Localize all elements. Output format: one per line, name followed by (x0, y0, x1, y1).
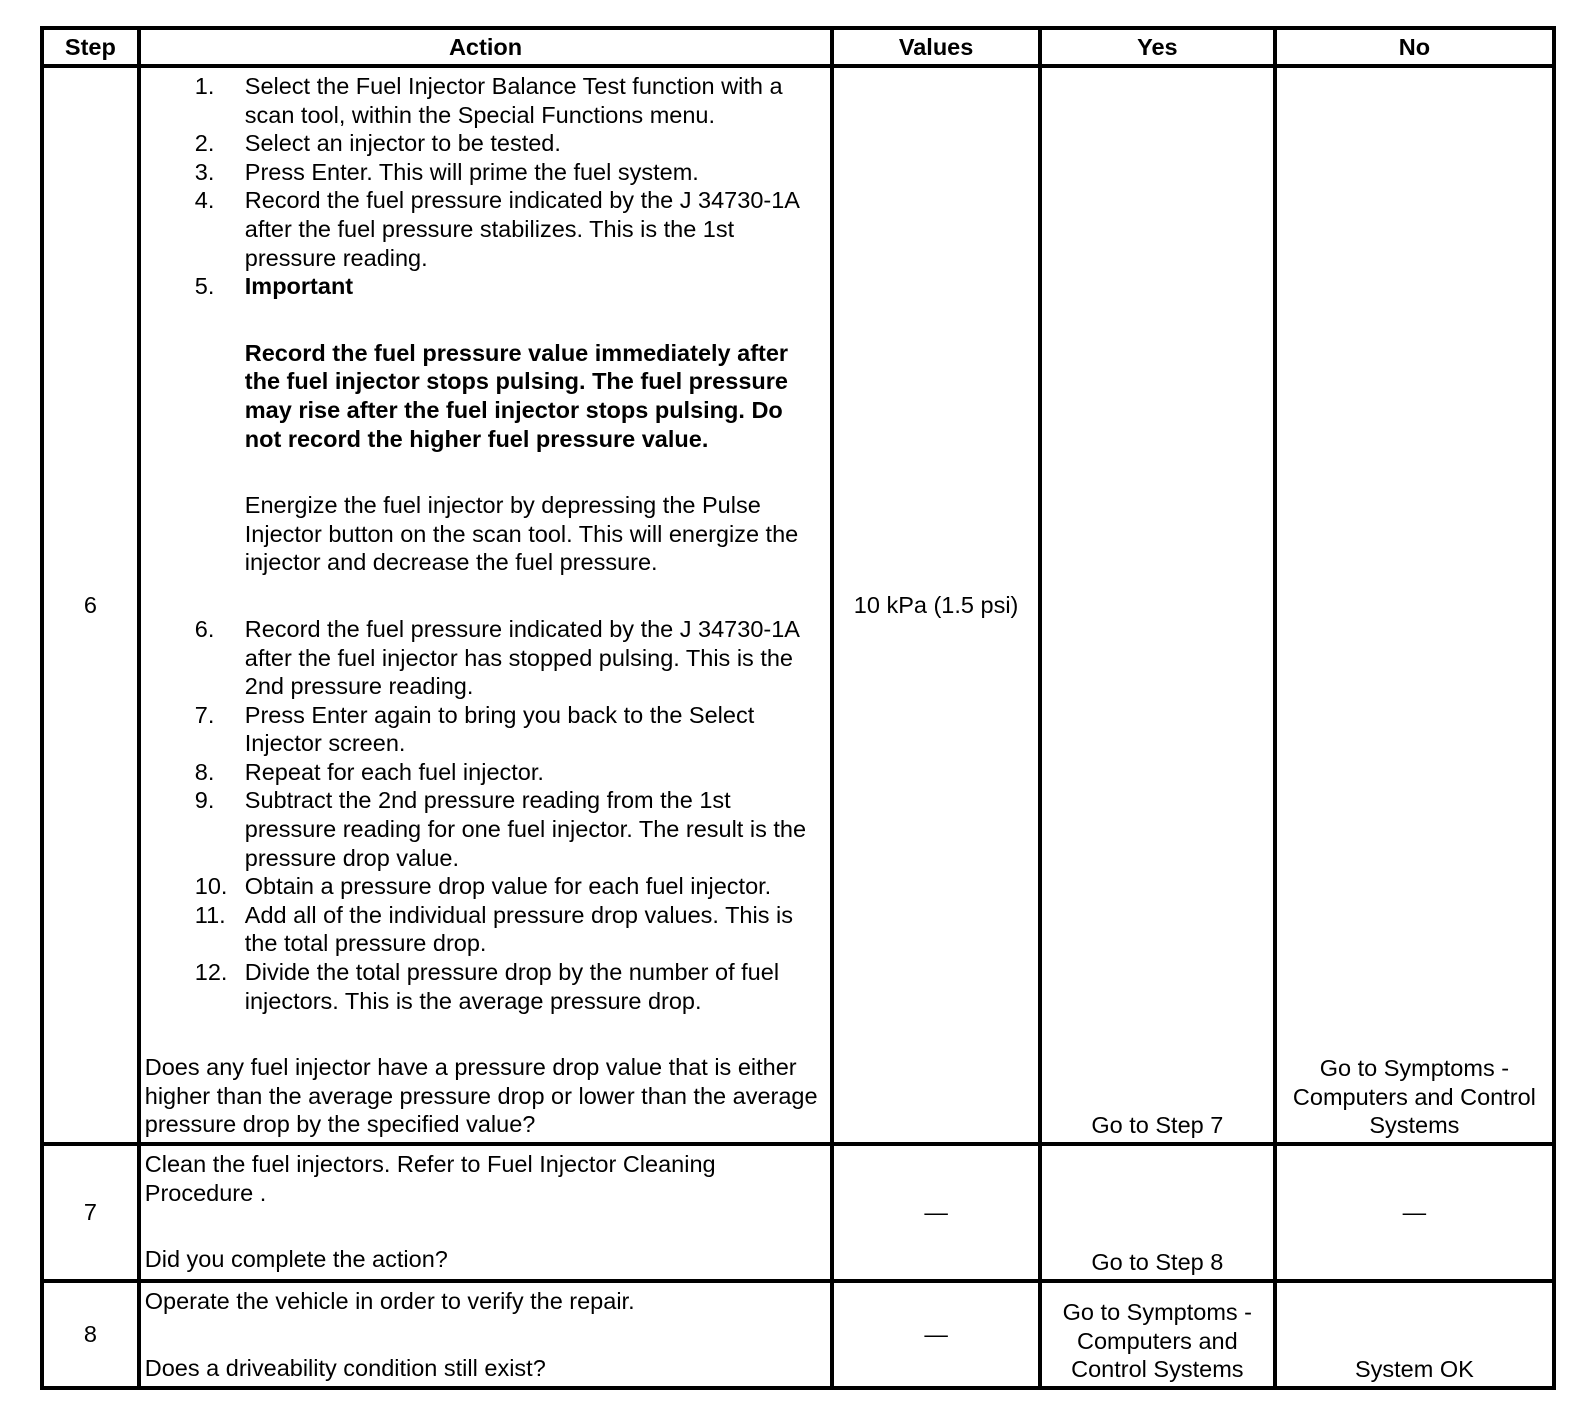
table-row-step-7 (42, 1144, 1554, 1281)
value-cell: — (832, 1281, 1040, 1388)
header-values: Values (832, 28, 1040, 66)
list-item: 3. Press Enter. This will prime the fuel system. (194, 158, 699, 185)
energize-instruction: Energize the fuel injector by depressing the Pulse Injector button on the scan tool. This will energize the injector and decrease the fuel pressure. (244, 492, 799, 576)
header-row (42, 28, 1554, 66)
list-item: 1. Select the Fuel Injector Balance Test function with a scan tool, within the Special Functions menu. (194, 73, 783, 128)
value-cell: — (832, 1144, 1040, 1281)
list-item: 2. Select an injector to be tested. (194, 130, 561, 157)
step-question: Does any fuel injector have a pressure drop value that is either higher than the average pressure drop or lower than the average pressure drop by the specified value? (144, 1054, 818, 1138)
list-item: 7. Press Enter again to bring you back to the Select Injector screen. (194, 701, 755, 757)
list-item: 10. Obtain a pressure drop value for each fuel injector. (194, 873, 772, 900)
header-yes: Yes (1040, 28, 1275, 66)
list-item: 9. Subtract the 2nd pressure reading from the 1st pressure reading for one fuel injector. The result is the pressure drop value. (194, 787, 807, 871)
yes-cell: Go to Step 7 (1040, 66, 1275, 1144)
list-item: 8. Repeat for each fuel injector. (194, 758, 544, 785)
list-item: 6. Record the fuel pressure indicated by the J 34730-1A after the fuel injector has stopped pulsing. This is the 2nd pressure reading. (194, 615, 799, 700)
step-number: 8 (42, 1281, 139, 1388)
header-step: Step (42, 28, 139, 66)
list-item: 11. Add all of the individual pressure drop values. This is the total pressure drop. (194, 901, 793, 957)
yes-cell: Go to Step 8 (1040, 1144, 1275, 1281)
list-item: 4. Record the fuel pressure indicated by the J 34730-1A after the fuel pressure stabilizes. This is the 1st pressure reading. (194, 187, 799, 271)
step-number: 6 (42, 66, 139, 1144)
step-number: 7 (42, 1144, 139, 1281)
action-cell (139, 1144, 833, 1281)
value-cell: 10 kPa (1.5 psi) (832, 66, 1040, 1144)
action-cell (139, 66, 833, 1144)
table-row-step-6 (42, 66, 1554, 1144)
step-action: Clean the fuel injectors. Refer to Fuel Injector Cleaning Procedure . (144, 1151, 716, 1206)
no-cell: Go to Symptoms - Computers and Control Systems (1275, 66, 1554, 1144)
important-title: Important (244, 273, 354, 300)
list-item: 12. Divide the total pressure drop by the number of fuel injectors. This is the average pressure drop. (194, 959, 780, 1014)
step-question: Does a driveability condition still exist? (144, 1354, 546, 1381)
header-no: No (1275, 28, 1554, 66)
step-action: Operate the vehicle in order to verify the repair. (144, 1288, 635, 1314)
no-cell: — (1275, 1144, 1554, 1281)
table-row-step-8 (42, 1281, 1554, 1388)
step-question: Did you complete the action? (144, 1246, 448, 1273)
no-cell: System OK (1275, 1281, 1554, 1388)
list-item: 5. Important Record the fuel pressure value immediately after the fuel injector stops pulsing. The fuel pressure may rise after the fuel injector stops pulsing. Do not record the higher fuel pressure value. Energize the fuel injector by depressing the Pulse Injector button on the scan tool. This will energize the injector and decrease the fuel pressure. (145, 272, 825, 615)
action-cell (139, 1281, 833, 1388)
header-action: Action (139, 28, 833, 66)
yes-cell: Go to Symptoms - Computers and Control Systems (1040, 1281, 1275, 1388)
diagnostic-table (40, 26, 1556, 1390)
important-note: Record the fuel pressure value immediately after the fuel injector stops pulsing. The fuel pressure may rise after the fuel injector stops pulsing. Do not record the higher fuel pressure value. (244, 339, 789, 452)
procedure-list (145, 72, 825, 1015)
